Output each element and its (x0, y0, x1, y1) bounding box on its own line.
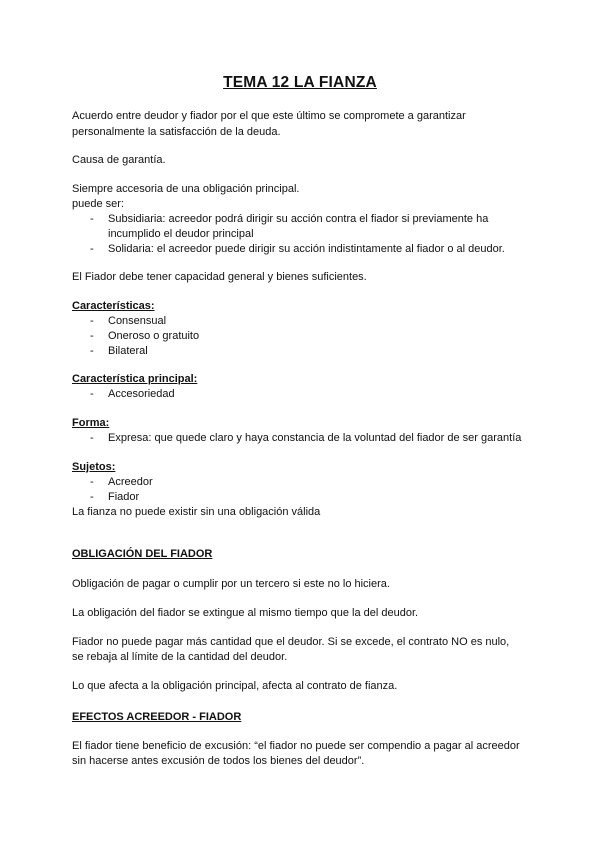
list-item-subsidiaria (90, 211, 488, 227)
list-item-text: Accesoriedad (108, 388, 175, 400)
list-item-text: Acreedor (108, 476, 153, 488)
list-dash: - (90, 345, 94, 357)
list-item (90, 430, 521, 446)
list-item (90, 489, 139, 505)
list-dash: - (90, 213, 94, 225)
obligacion-p2: La obligación del fiador se extingue al mismo tiempo que la del deudor. (72, 607, 419, 619)
caracteristica-principal-heading: Característica principal: (72, 373, 198, 385)
list-item-text: Bilateral (108, 345, 148, 357)
list-dash: - (90, 243, 94, 255)
list-item-text: Expresa: que quede claro y haya constancia de la voluntad del fiador de ser garantía (108, 432, 522, 444)
list-item (90, 343, 148, 359)
list-dash: - (90, 476, 94, 488)
causa-text: Causa de garantía. (72, 154, 166, 166)
caracteristicas-heading: Características: (72, 300, 155, 312)
list-dash: - (90, 388, 94, 400)
obligacion-heading: OBLIGACIÓN DEL FIADOR (72, 548, 213, 560)
accesoria-line-2: puede ser: (72, 198, 124, 210)
efectos-heading: EFECTOS ACREEDOR - FIADOR (72, 711, 242, 723)
list-item (90, 313, 166, 329)
list-item-text: Oneroso o gratuito (108, 330, 200, 342)
list-item (90, 474, 153, 490)
efectos-p1-line-1: El fiador tiene beneficio de excusión: “el fiador no puede ser compendio a pagar al acreedor (72, 740, 520, 752)
list-dash: - (90, 330, 94, 342)
list-dash: - (90, 315, 94, 327)
obligacion-p3-line-2: se rebaja al límite de la cantidad del deudor. (72, 651, 288, 663)
intro-line-1: Acuerdo entre deudor y fiador por el que este último se compromete a garantizar (72, 110, 466, 122)
list-dash: - (90, 491, 94, 503)
obligacion-p3-line-1: Fiador no puede pagar más cantidad que el deudor. Si se excede, el contrato NO es nulo, (72, 636, 510, 648)
capacidad-text: El Fiador debe tener capacidad general y bienes suficientes. (72, 271, 367, 283)
list-item (90, 386, 175, 402)
list-dash: - (90, 432, 94, 444)
sujetos-note: La fianza no puede existir sin una obligación válida (72, 506, 321, 518)
efectos-p1-line-2: sin hacerse antes excusión de todos los bienes del deudor”. (72, 755, 365, 767)
list-item (90, 328, 199, 344)
list-item-text: Fiador (108, 491, 140, 503)
obligacion-p4: Lo que afecta a la obligación principal, afecta al contrato de fianza. (72, 680, 398, 692)
page-title: TEMA 12 LA FIANZA (223, 74, 377, 91)
list-item-continuation: incumplido el deudor principal (108, 228, 254, 240)
obligacion-p1: Obligación de pagar o cumplir por un tercero si este no lo hiciera. (72, 578, 390, 590)
list-item-text: Consensual (108, 315, 167, 327)
list-item-solidaria (90, 241, 505, 257)
accesoria-line-1: Siempre accesoria de una obligación principal. (72, 183, 300, 195)
sujetos-heading: Sujetos: (72, 461, 116, 473)
intro-line-2: personalmente la satisfacción de la deuda. (72, 126, 281, 138)
list-item-text: Solidaria: el acreedor puede dirigir su acción indistintamente al fiador o al deudor. (108, 243, 505, 255)
list-item-text: Subsidiaria: acreedor podrá dirigir su acción contra el fiador si previamente ha (108, 213, 489, 225)
forma-heading: Forma: (72, 417, 110, 429)
